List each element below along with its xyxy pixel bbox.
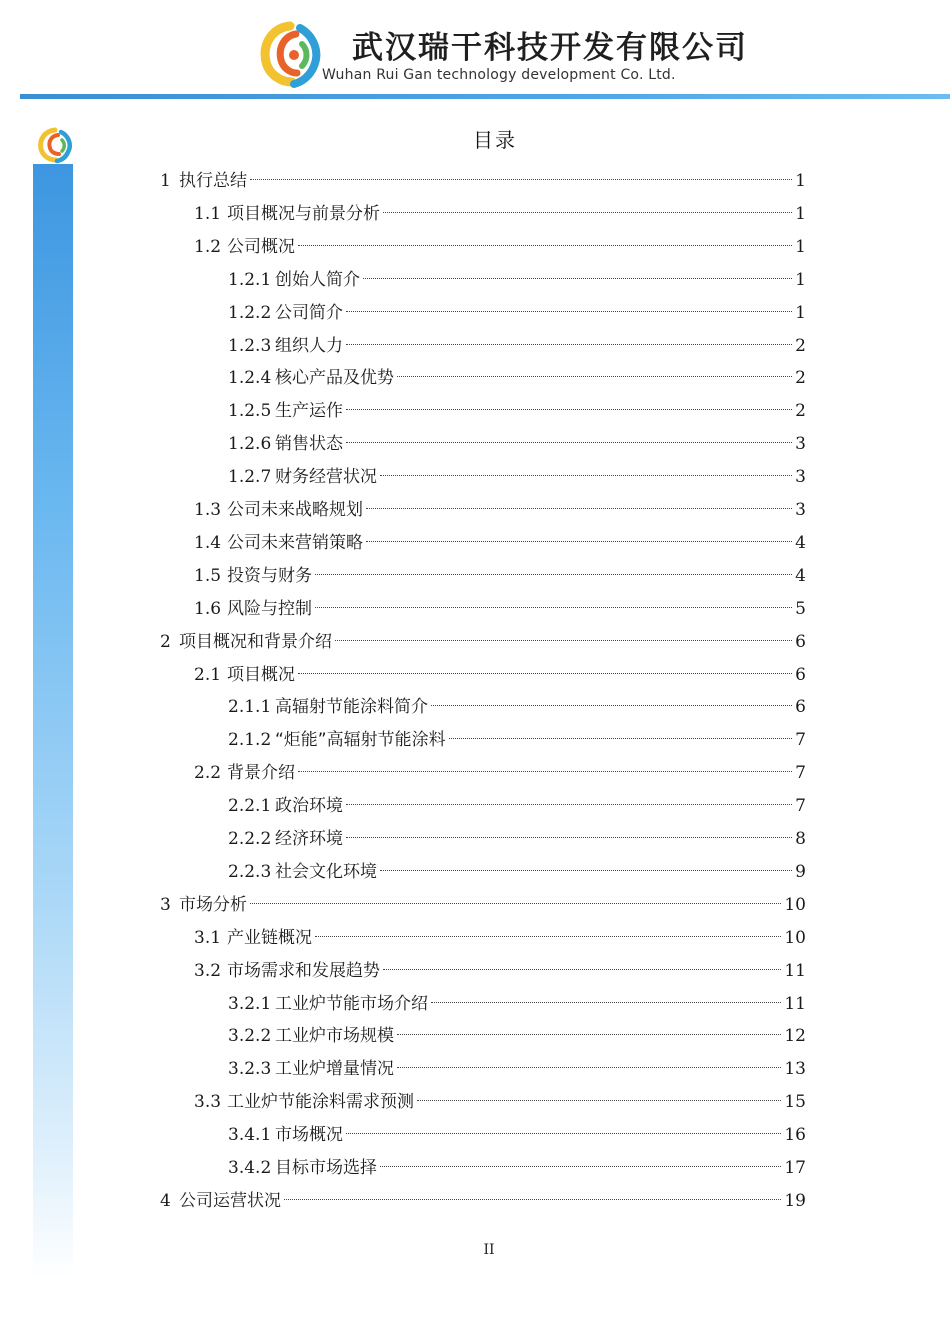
toc-entry[interactable] [194,494,806,526]
toc-entry-number: 2.1.2 [228,730,272,751]
toc-entry-label: 背景介绍 [227,763,295,784]
toc-entry-page: 3 [795,434,806,455]
toc-leader-dots [397,376,792,377]
toc-entry-number: 1.5 [194,565,222,586]
toc-entry[interactable] [228,461,806,493]
toc-entry-label: 销售状态 [275,434,343,455]
toc-leader-dots [346,804,792,805]
toc-entry-number: 1.2.7 [228,467,272,488]
toc-entry-number: 4 [160,1190,171,1211]
toc-entry-label: 项目概况与前景分析 [227,203,380,224]
toc-entry-label: “炬能”高辐射节能涂料 [275,730,446,751]
toc-entry-number: 1.6 [194,598,222,619]
toc-entry[interactable] [228,988,806,1020]
company-name: 武汉瑞干科技开发有限公司 [352,30,748,66]
toc-entry[interactable] [228,823,806,855]
toc-leader-dots [383,969,781,970]
toc-entry[interactable] [160,1185,806,1217]
toc-entry-label: 公司简介 [275,302,343,323]
toc-entry-label: 市场分析 [179,894,247,915]
toc-entry-page: 1 [795,203,806,224]
toc-entry-label: 组织人力 [275,335,343,356]
toc-entry[interactable] [194,560,806,592]
toc-entry-page: 4 [795,532,806,553]
toc-entry-page: 3 [795,500,806,520]
toc-entry-number: 3.4.2 [228,1158,272,1178]
company-name-english: Wuhan Rui Gan technology development Co. Ltd. [322,67,676,83]
header-divider [20,94,950,99]
toc-entry-page: 12 [784,1026,806,1047]
toc-entry-number: 2.2.1 [228,796,272,817]
toc-leader-dots [250,903,781,904]
toc-leader-dots [397,1034,781,1035]
toc-leader-dots [315,936,781,937]
toc-entry-number: 3.2.1 [228,993,272,1014]
toc-leader-dots [298,771,792,772]
toc-entry[interactable] [194,527,806,559]
toc-entry-number: 3.2.2 [228,1026,272,1047]
toc-leader-dots [431,705,792,706]
toc-entry-label: 项目概况 [227,664,295,685]
toc-entry-label: 工业炉增量情况 [275,1059,394,1080]
toc-entry-page: 8 [795,829,806,849]
toc-entry-page: 1 [795,171,806,191]
toc-entry-page: 1 [795,236,806,257]
toc-leader-dots [298,673,792,674]
toc-entry-page: 1 [795,302,806,323]
toc-entry-page: 16 [784,1125,806,1146]
toc-leader-dots [363,278,792,279]
toc-entry-number: 2.2 [194,763,222,784]
toc-entry-page: 2 [795,401,806,422]
toc-entry-label: 财务经营状况 [275,467,377,488]
toc-entry-label: 公司未来战略规划 [227,500,363,520]
toc-entry[interactable] [194,593,806,625]
toc-entry[interactable] [228,1053,806,1085]
toc-entry-page: 6 [795,631,806,652]
toc-entry-page: 5 [795,598,806,619]
toc-entry-page: 10 [784,894,806,915]
toc-title: 目录 [473,128,517,152]
toc-leader-dots [346,311,792,312]
toc-entry-number: 2 [160,631,171,652]
toc-leader-dots [346,1133,781,1134]
toc-entry[interactable] [160,889,806,921]
toc-leader-dots [449,738,793,739]
toc-entry-number: 2.1 [194,664,222,685]
toc-entry-number: 1.4 [194,532,222,553]
toc-entry-page: 19 [784,1190,806,1211]
toc-entry[interactable] [228,428,806,460]
toc-entry[interactable] [194,922,806,954]
toc-entry-label: 经济环境 [275,829,343,849]
toc-leader-dots [380,475,792,476]
toc-entry-label: 创始人简介 [275,269,360,290]
toc-entry-label: 投资与财务 [227,565,312,586]
toc-entry-number: 1.2.5 [228,401,272,422]
toc-entry[interactable] [194,198,806,230]
toc-entry-label: 核心产品及优势 [275,368,394,389]
toc-entry-label: 公司未来营销策略 [227,532,363,553]
toc-entry-page: 15 [784,1092,806,1113]
toc-entry-label: 项目概况和背景介绍 [179,631,332,652]
toc-entry[interactable] [160,626,806,658]
toc-entry[interactable] [228,724,806,756]
toc-entry[interactable] [194,1086,806,1118]
page-header [0,0,950,102]
toc-entry-page: 3 [795,467,806,488]
toc-entry-label: 政治环境 [275,796,343,817]
toc-entry-number: 1.1 [194,203,222,224]
toc-entry-number: 1.2.3 [228,335,272,356]
toc-leader-dots [284,1199,781,1200]
toc-entry-number: 2.1.1 [228,697,272,718]
toc-entry-label: 产业链概况 [227,927,312,948]
toc-leader-dots [346,442,792,443]
toc-entry-label: 风险与控制 [227,598,312,619]
toc-entry-label: 高辐射节能涂料简介 [275,697,428,718]
toc-entry-label: 工业炉市场规模 [275,1026,394,1047]
toc-entry-number: 1.2.2 [228,302,272,323]
toc-leader-dots [431,1002,781,1003]
toc-entry-number: 1 [160,171,171,191]
toc-entry[interactable] [228,330,806,362]
toc-leader-dots [315,607,792,608]
toc-entry[interactable] [160,165,806,197]
toc-entry-page: 7 [795,796,806,817]
toc-entry-label: 工业炉节能市场介绍 [275,993,428,1014]
toc-entry[interactable] [194,955,806,987]
toc-entry[interactable] [228,362,806,394]
toc-entry-label: 生产运作 [275,401,343,422]
toc-leader-dots [417,1100,781,1101]
toc-entry-number: 2.2.2 [228,829,272,849]
toc-entry-page: 11 [784,960,806,981]
toc-entry-number: 3 [160,894,171,915]
toc-leader-dots [380,870,792,871]
company-logo-icon [250,18,326,90]
toc-entry[interactable] [228,1119,806,1151]
toc-entry-label: 执行总结 [179,171,247,191]
toc-entry-page: 17 [784,1158,806,1178]
toc-entry[interactable] [228,1152,806,1184]
toc-entry-label: 公司运营状况 [179,1190,281,1211]
toc-entry[interactable] [228,790,806,822]
toc-entry-label: 工业炉节能涂料需求预测 [227,1092,414,1113]
toc-leader-dots [298,245,792,246]
toc-entry-page: 6 [795,664,806,685]
toc-entry-page: 10 [784,927,806,948]
toc-entry-label: 市场概况 [275,1125,343,1146]
toc-entry-page: 11 [784,993,806,1014]
toc-entry[interactable] [228,856,806,888]
toc-entry-page: 2 [795,335,806,356]
toc-entry-number: 1.2.4 [228,368,272,389]
toc-entry-label: 公司概况 [227,236,295,257]
toc-leader-dots [346,344,792,345]
toc-entry-page: 7 [795,763,806,784]
toc-entry-number: 2.2.3 [228,861,272,882]
toc-entry-label: 目标市场选择 [275,1158,377,1178]
toc-entry[interactable] [228,264,806,296]
toc-leader-dots [366,508,792,509]
toc-entry-number: 3.1 [194,927,222,948]
toc-entry[interactable] [228,691,806,723]
toc-entry[interactable] [228,297,806,329]
toc-entry-page: 13 [784,1059,806,1080]
toc-entry-number: 1.3 [194,500,222,520]
toc-entry-page: 9 [795,861,806,882]
toc-leader-dots [397,1067,781,1068]
toc-leader-dots [346,837,792,838]
toc-leader-dots [383,212,792,213]
toc-entry-label: 市场需求和发展趋势 [227,960,380,981]
toc-entry-page: 2 [795,368,806,389]
toc-entry-number: 1.2.6 [228,434,272,455]
toc-entry-number: 3.2 [194,960,222,981]
toc-leader-dots [380,1166,781,1167]
toc-leader-dots [250,179,792,180]
toc-leader-dots [335,640,792,641]
toc-leader-dots [366,541,792,542]
toc-entry-page: 1 [795,269,806,290]
toc-entry[interactable] [228,395,806,427]
toc-entry[interactable] [194,659,806,691]
toc-leader-dots [315,574,792,575]
toc-entry-page: 7 [795,730,806,751]
toc-entry-label: 社会文化环境 [275,861,377,882]
toc-entry-number: 3.4.1 [228,1125,272,1146]
toc-entry-number: 1.2 [194,236,222,257]
toc-leader-dots [346,409,792,410]
toc-entry-page: 6 [795,697,806,718]
toc-entry-number: 1.2.1 [228,269,272,290]
toc-entry[interactable] [228,1020,806,1052]
toc-entry[interactable] [194,231,806,263]
toc-entry-number: 3.3 [194,1092,222,1113]
toc-entry-number: 3.2.3 [228,1059,272,1080]
page-number: II [483,1242,495,1258]
toc-entry[interactable] [194,757,806,789]
toc-entry-page: 4 [795,565,806,586]
sidebar-gradient-bar [33,164,73,1279]
